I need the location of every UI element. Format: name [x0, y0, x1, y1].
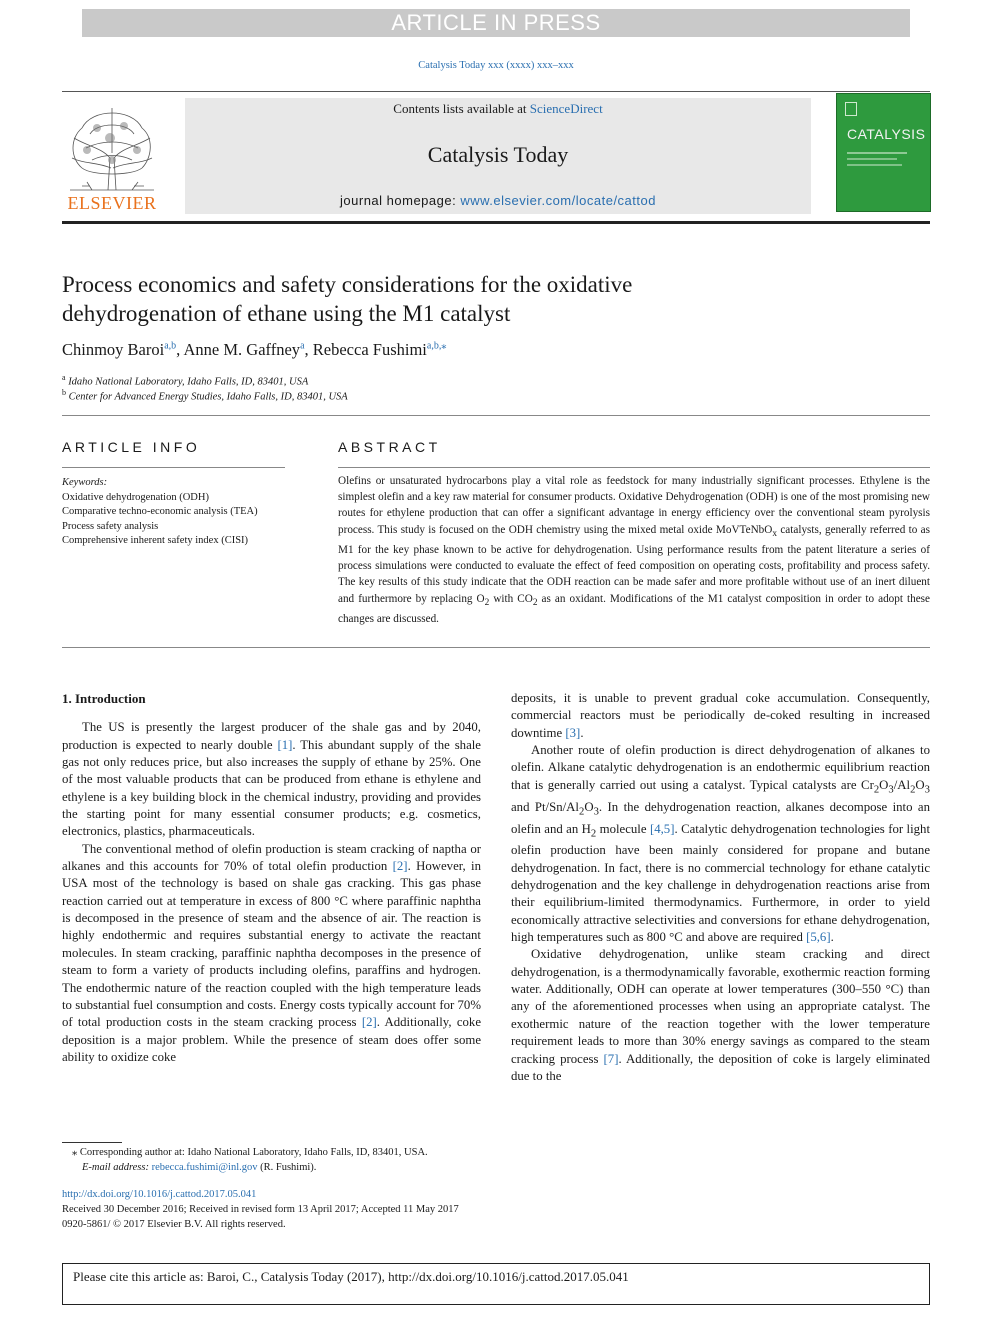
affiliation-text: Idaho National Laboratory, Idaho Falls, ID, 83401, USA — [68, 376, 309, 388]
text-segment: O — [584, 799, 594, 814]
elsevier-wordmark: ELSEVIER — [67, 193, 157, 213]
keywords-label: Keywords: — [62, 477, 108, 488]
footnote-rule — [62, 1142, 122, 1143]
keyword: Oxidative dehydrogenation (ODH) — [62, 491, 209, 503]
contents-prefix: Contents lists available at — [393, 101, 530, 116]
subscript: 3 — [593, 806, 599, 818]
text-segment: . However, in USA most of the technology is based on shale gas cracking. This gas phase reaction carried out at temperature in excess of 800 °C where paraffinic naphtha is decomposed in the presence of steam and the absence of air. The reaction is highly endothermic and requires substantial energy to activate the reactant molecules. In steam cracking, paraffinic naphtha decomposes in the presence of steam to form a variety of products including olefins, paraffins and hydrogen. The endothermic nature of the reaction coupled with the high temperature leads to substantial fuel consumption and costs. Energy costs typically account for 70% of total production costs in the steam cracking process — [62, 859, 481, 1030]
cover-rule — [847, 152, 907, 154]
section-rule — [62, 415, 930, 416]
abstract-segment: as an oxidant. Modifications of the M1 catalyst composition in order to adopt these changes are discussed. — [338, 592, 930, 626]
corresponding-author-note — [72, 1146, 428, 1161]
keyword: Process safety analysis — [62, 520, 159, 532]
email-label: E-mail address: — [82, 1162, 152, 1173]
author-affiliation-mark[interactable]: a,b,⁎ — [426, 340, 447, 352]
text-segment: deposits, it is unable to prevent gradual coke accumulation. Consequently, commercial reactors must be periodically de-coked resulting in increased downtime — [511, 691, 930, 740]
author-name[interactable]: Rebecca Fushimi — [312, 340, 427, 359]
text-segment: /Al — [893, 777, 911, 792]
subscript: 3 — [924, 784, 930, 796]
affiliation — [62, 388, 348, 403]
subscript: 2 — [910, 784, 916, 796]
cite-text[interactable]: Please cite this article as: Baroi, C., Catalysis Today (2017), http://dx.doi.org/10.1016/j.cattod.2017.05.041 — [73, 1269, 629, 1284]
body-paragraph — [511, 742, 930, 946]
author-name[interactable]: Chinmoy Baroi — [62, 340, 165, 359]
reference-link[interactable]: [7] — [603, 1051, 619, 1066]
homepage-link[interactable]: www.elsevier.com/locate/cattod — [460, 193, 656, 208]
abstract-segment: with CO — [489, 592, 533, 605]
reference-link[interactable]: [1] — [277, 737, 293, 752]
footnote-mark: ⁎ — [72, 1147, 78, 1158]
affiliation-mark: a — [62, 373, 66, 382]
article-title: Process economics and safety considerations for the oxidative dehydrogenation of ethane using the M1 catalyst — [62, 272, 633, 326]
sciencedirect-link[interactable]: ScienceDirect — [529, 101, 603, 116]
text-segment: . — [830, 930, 834, 945]
cover-emblem-icon — [845, 102, 857, 116]
abstract-segment: Olefins or unsaturated hydrocarbons play a vital role as feedstock for many industrially significant processes. Ethylene is the simplest olefin and a key raw material for consumer products. Oxidative Dehydrogenation (ODH) is one of the most promising new routes for ethylene production that can offer a significant advantage in energy efficiency over the conventional steam pyrolysis process. This study is focused on the ODH chemistry using the mixed metal oxide MoVTeNbO — [338, 475, 930, 536]
email-note — [82, 1161, 316, 1176]
article-info-heading: ARTICLE INFO — [62, 439, 201, 455]
text-segment: The conventional method of olefin production is steam cracking of naptha or alkanes and this accounts for 70% of total olefin production — [62, 841, 481, 874]
subscript: 2 — [532, 597, 538, 608]
abstract-segment: catalysts, generally referred to as M1 for the key phase known to be active for dehydrogenation. Using performance results from the patent literature a series of process simulations were conducted to evaluate the effect of feed composition on operating costs, profitability and process safety. The key results of this study indicate that the ODH reaction can be made safer and more profitable without use of an inert diluent and furthermore by replacing O — [338, 523, 930, 605]
text-segment: . Additionally, coke deposition is a major problem. While the presence of steam does offer some ability to oxidize coke — [62, 1015, 481, 1064]
text-segment: O — [915, 777, 925, 792]
text-segment: O — [879, 777, 889, 792]
author-list: Chinmoy Baroi$^{a,b}$, Anne M. Gaffney$^a$, Rebecca Fushimi$^{a,b,⁎}$ — [62, 340, 447, 359]
elsevier-logo[interactable] — [62, 98, 162, 212]
text-segment: molecule — [596, 821, 650, 836]
keyword: Comprehensive inherent safety index (CISI) — [62, 535, 249, 546]
author-affiliation-mark[interactable]: a — [300, 340, 305, 352]
footnote-text: (R. Fushimi). — [257, 1162, 317, 1173]
abstract-heading: ABSTRACT — [338, 439, 441, 455]
header-top-rule — [62, 91, 930, 92]
email-link[interactable]: rebecca.fushimi@inl.gov — [151, 1162, 258, 1173]
subscript: 2 — [590, 828, 597, 840]
cite-this-article-box — [62, 1263, 930, 1305]
author-affiliation-mark[interactable]: a,b — [164, 340, 177, 352]
subscript: 2 — [484, 597, 490, 608]
text-segment: Oxidative dehydrogenation, unlike steam cracking and direct dehydrogenation, is a thermodynamically favorable, exothermic reaction forming water. Additionally, ODH can operate at lower temperatures (300–550 °C) than any of the aforementioned processes when using an appropriate catalyst. The exothermic nature of the reaction together with the lower temperature requirement leads to more than 30% energy savings as compared to the steam cracking process — [511, 947, 930, 1066]
right-column — [511, 690, 930, 1085]
header-bottom-rule — [62, 221, 930, 224]
journal-title: Catalysis Today — [427, 142, 569, 167]
article-dates: Received 30 December 2016; Received in revised form 13 April 2017; Accepted 11 May 2017 — [62, 1204, 459, 1215]
body-paragraph — [511, 690, 930, 742]
section-rule — [62, 647, 930, 648]
text-segment: and Pt/Sn/Al — [511, 799, 579, 814]
subscript: 2 — [873, 784, 880, 796]
author-name[interactable]: Anne M. Gaffney — [183, 340, 301, 359]
homepage-prefix: journal homepage: — [340, 193, 461, 208]
journal-cover-thumbnail[interactable] — [836, 93, 931, 212]
body-paragraph — [511, 946, 930, 1085]
reference-link[interactable]: [4,5] — [649, 821, 675, 836]
left-column — [62, 690, 481, 1066]
subscript: 2 — [578, 806, 585, 818]
affiliation-mark: b — [62, 388, 66, 397]
cover-rule — [847, 164, 902, 166]
doi-link[interactable]: http://dx.doi.org/10.1016/j.cattod.2017.05.041 — [62, 1189, 257, 1200]
article-in-press-banner: ARTICLE IN PRESS — [82, 9, 910, 37]
reference-link[interactable]: [2] — [392, 859, 408, 874]
journal-homepage — [185, 193, 811, 208]
reference-link[interactable]: [5,6] — [806, 930, 831, 945]
keywords-block — [62, 476, 292, 549]
cover-title: CATALYSIS — [847, 126, 926, 142]
text-segment: . Catalytic dehydrogenation technologies for light olefin production have been mainly considered for propane and butane dehydrogenation. In fact, there is no commercial technology for ethane catalytic dehydrogenation and the key challenge in dehydrogenation reactions arise from their equilibrium-limited thermodynamics. Furthermore, in order to yield economically attractive selectivities and conversions for ethane dehydrogenation, high temperatures such as 800 °C and above are required — [511, 821, 930, 945]
body-paragraph — [62, 719, 481, 840]
text-segment: . This abundant supply of the shale gas not only reduces price, but also increases the supply of ethane by 25%. One of the most valuable products that can be produced from ethane is ethylene and ethylene is a key building block in the chemical industry, providing and provides the starting point for many essential consumer products; e.g. cosmetics, electronics, plastics, pharmaceuticals. — [62, 737, 481, 839]
text-segment: Another route of olefin production is direct dehydrogenation of alkanes to olefin. Alkane catalytic dehydrogenation is an endothermic equilibrium reaction that is generally carried out using a catalyst. Typical catalysts are Cr — [511, 743, 930, 792]
affiliation — [62, 373, 308, 388]
reference-link[interactable]: [2] — [361, 1015, 377, 1030]
keyword: Comparative techno-economic analysis (TEA) — [62, 506, 258, 517]
text-segment: . — [580, 725, 584, 740]
subscript: x — [772, 528, 777, 539]
subscript: 3 — [888, 784, 894, 796]
cover-rule — [847, 158, 897, 160]
journal-reference[interactable]: Catalysis Today xxx (xxxx) xxx–xxx — [418, 60, 574, 71]
article-info-rule — [62, 467, 285, 468]
reference-link[interactable]: [3] — [565, 725, 581, 740]
abstract-text — [338, 473, 930, 627]
abstract-rule — [338, 467, 930, 468]
text-segment: The US is presently the largest producer of the shale gas and by 2040, production is expected to nearly double — [62, 720, 481, 752]
copyright-line: 0920-5861/ © 2017 Elsevier B.V. All rights reserved. — [62, 1219, 286, 1230]
affiliation-text: Center for Advanced Energy Studies, Idaho Falls, ID, 83401, USA — [68, 391, 348, 403]
section-heading-introduction: 1. Introduction — [62, 691, 146, 706]
text-segment: . In the dehydrogenation reaction, alkanes decompose into an olefin and an H — [511, 799, 930, 836]
footnote-text: Corresponding author at: Idaho National Laboratory, Idaho Falls, ID, 83401, USA. — [77, 1147, 428, 1158]
body-paragraph — [62, 841, 481, 1066]
text-segment: . Additionally, the deposition of coke is largely eliminated due to the — [511, 1051, 930, 1083]
contents-line — [185, 101, 811, 117]
